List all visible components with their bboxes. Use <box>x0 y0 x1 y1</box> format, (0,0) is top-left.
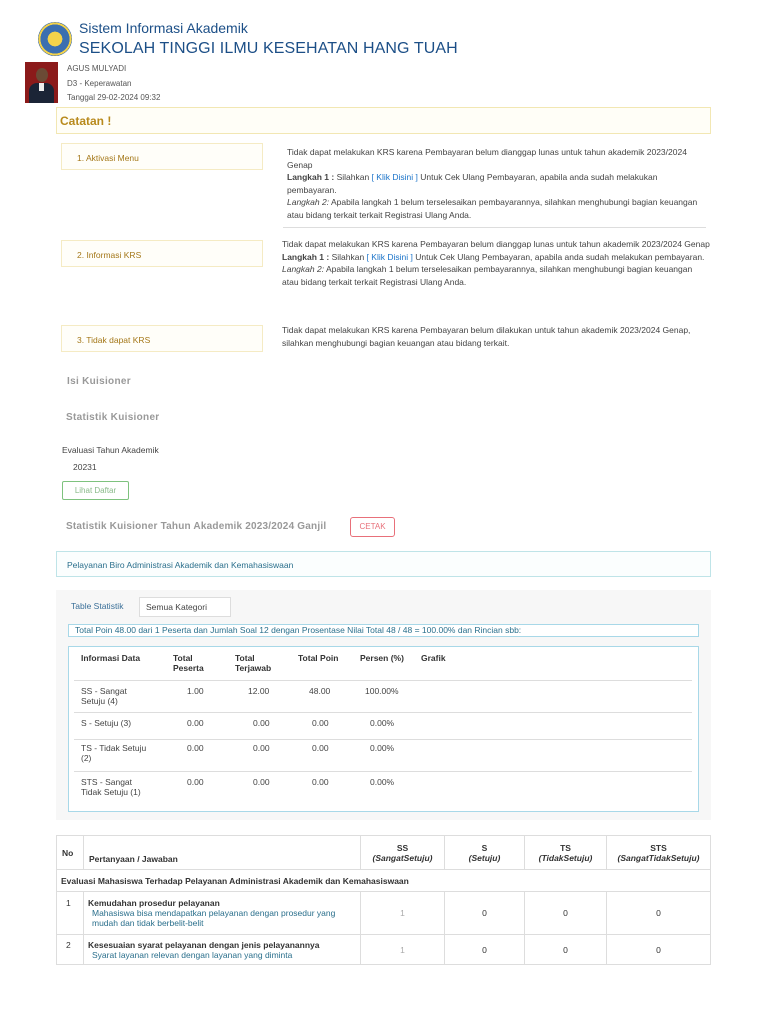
th-ss: SS (SangatSetuju) <box>361 836 445 870</box>
note-3-text: Tidak dapat melakukan KRS karena Pembayaran belum dilakukan untuk tahun akademik 2023/2024 Genap, silahkan menghubungi bagian keuangan atau bidang terkait. <box>282 325 691 348</box>
th-pertanyaan: Pertanyaan / Jawaban <box>84 836 361 870</box>
table-row: 2 Kesesuaian syarat pelayanan dengan jenis pelayanannya Syarat layanan relevan dengan layanan yang diminta 1 0 0 0 <box>57 935 711 965</box>
service-name: Pelayanan Biro Administrasi Akademik dan Kemahasiswaan <box>67 560 294 570</box>
lihat-daftar-button[interactable]: Lihat Daftar <box>62 481 129 500</box>
school-title: SEKOLAH TINGGI ILMU KESEHATAN HANG TUAH <box>79 40 458 57</box>
table-row: 1 Kemudahan prosedur pelayanan Mahasiswa bisa mendapatkan pelayanan dengan prosedur yang mudah dan tidak berbelit-belit 1 0 0 0 <box>57 892 711 935</box>
eval-year-label: Evaluasi Tahun Akademik <box>62 445 159 455</box>
question-table <box>56 835 711 965</box>
eval-year-value[interactable]: 20231 <box>73 462 97 472</box>
note-informasi-krs[interactable] <box>61 240 263 267</box>
klik-disini-link[interactable]: [ Klik Disini ] <box>371 172 418 183</box>
th-grafik: Grafik <box>421 653 446 663</box>
th-no: No <box>57 836 84 870</box>
note-label: 1. Aktivasi Menu <box>77 153 139 163</box>
school-logo <box>38 22 72 56</box>
th-s: S (Setuju) <box>445 836 525 870</box>
th-sts: STS (SangatTidakSetuju) <box>607 836 711 870</box>
note-2-text: Tidak dapat melakukan KRS karena Pembayaran belum dianggap lunas untuk tahun akademik 2023/2024 Genap Langkah 1 : Silahkan [ Klik Disini ] Untuk Cek Ulang Pembayaran, apabila anda sudah melakukan pembayaran. Langkah 2: Apabila langkah 1 belum terselesaikan pembayarannya, silahkan menghubungi bagian keuangan atau bidang terkait terkait Registrasi Ulang Anda. <box>282 239 710 287</box>
isi-kuisioner-link[interactable]: Isi Kuisioner <box>67 376 131 387</box>
group-row: Evaluasi Mahasiswa Terhadap Pelayanan Administrasi Akademik dan Kemahasiswaan <box>57 870 711 892</box>
note-label: 2. Informasi KRS <box>77 250 142 260</box>
statistik-title: Statistik Kuisioner Tahun Akademik 2023/2024 Ganjil <box>66 521 327 532</box>
statistik-kuisioner-link[interactable]: Statistik Kuisioner <box>66 412 160 423</box>
user-avatar <box>25 62 58 103</box>
note-tidak-dapat-krs[interactable] <box>61 325 263 352</box>
th-persen: Persen (%) <box>360 653 404 663</box>
catatan-title: Catatan ! <box>60 114 112 128</box>
note-1-text: Tidak dapat melakukan KRS karena Pembayaran belum dianggap lunas untuk tahun akademik 2023/2024 Genap Langkah 1 : Silahkan [ Klik Disini ] Untuk Cek Ulang Pembayaran, apabila anda sudah melakukan pembayaran. Langkah 2: Apabila langkah 1 belum terselesaikan pembayarannya, silahkan menghubungi bagian keuangan atau bidang terkait terkait Registrasi Ulang Anda. <box>287 147 698 220</box>
user-name: AGUS MULYADI <box>67 64 127 73</box>
kategori-select[interactable]: Semua Kategori <box>139 597 231 617</box>
table-statistik-label: Table Statistik <box>71 601 124 611</box>
total-summary: Total Poin 48.00 dari 1 Peserta dan Jumlah Soal 12 dengan Prosentase Nilai Total 48 / 48 = 100.00% dan Rincian sbb: <box>68 624 699 637</box>
th-total-terjawab: Total Terjawab <box>235 653 272 673</box>
th-info: Informasi Data <box>81 653 141 663</box>
user-program: D3 - Keperawatan <box>67 78 132 88</box>
catatan-panel <box>56 107 711 134</box>
app-title: Sistem Informasi Akademik <box>79 20 248 36</box>
th-total-peserta: Total Peserta <box>173 653 204 673</box>
user-date: Tanggal 29-02-2024 09:32 <box>67 93 161 102</box>
service-info-box <box>56 551 711 577</box>
cetak-button[interactable]: CETAK <box>350 517 395 537</box>
divider <box>283 227 706 228</box>
th-ts: TS (TidakSetuju) <box>525 836 607 870</box>
note-label: 3. Tidak dapat KRS <box>77 335 151 345</box>
note-aktivasi-menu[interactable] <box>61 143 263 170</box>
user-info <box>67 62 160 106</box>
klik-disini-link[interactable]: [ Klik Disini ] <box>366 251 413 262</box>
th-total-poin: Total Poin <box>298 653 339 663</box>
summary-table: Informasi Data Total Peserta Total Terjawab Total Poin Persen (%) Grafik SS - Sangat Setuju (4) 1.00 12.00 48.00 100.00% S - Setuju (3) 0.00 0.00 0.00 0.00% TS - Tidak Setuju (2) 0.00 0.00 0.00 0.00% STS - Sangat Tidak Setuju (1) 0.00 0.00 0.00 0.00% <box>68 646 699 812</box>
